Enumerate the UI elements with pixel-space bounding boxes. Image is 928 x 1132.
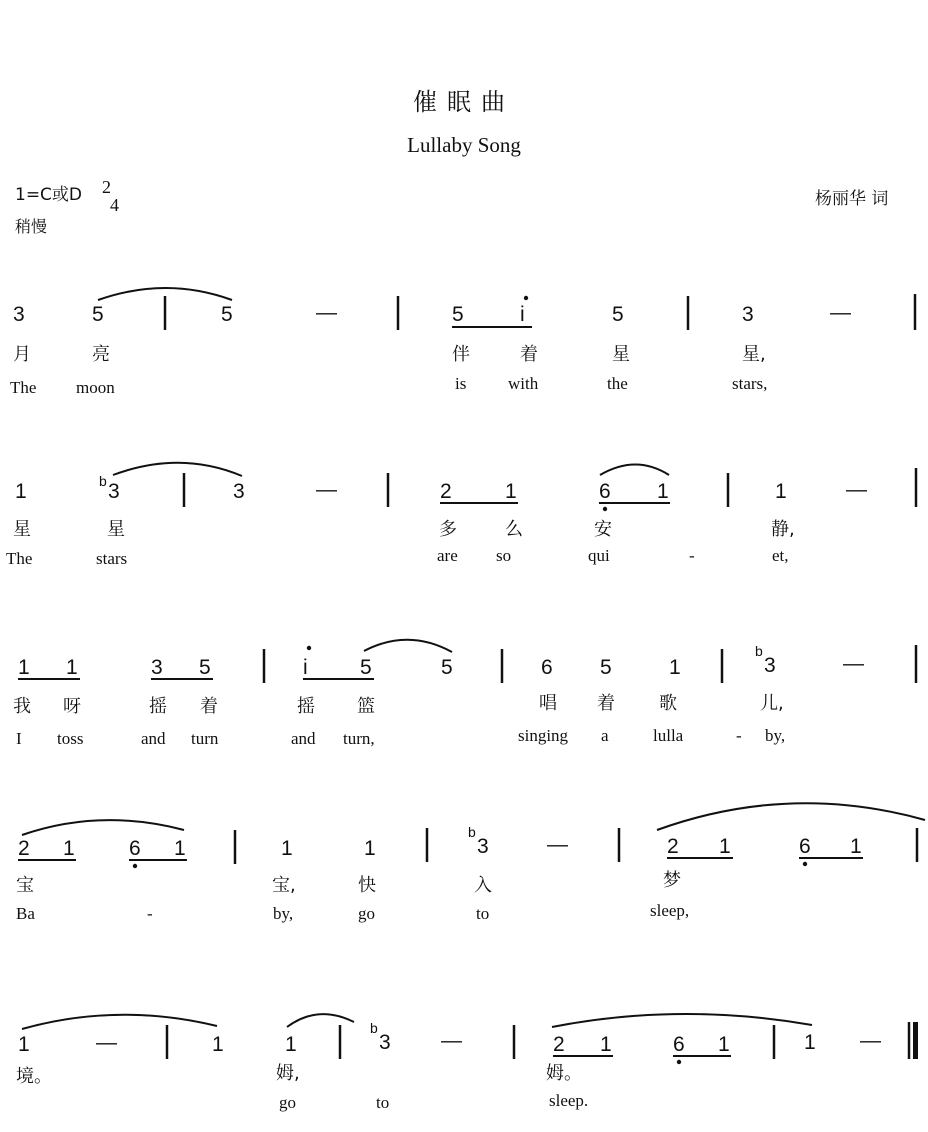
- key-signature: 1=C或D: [15, 185, 83, 205]
- note: 1: [66, 656, 78, 679]
- dash: —: [316, 301, 337, 324]
- lyric-zh: 我: [13, 696, 31, 717]
- underlines: [18, 327, 863, 1056]
- note: 5: [452, 303, 464, 326]
- lyric-en: and: [291, 729, 316, 748]
- lyric-zh: 入: [474, 875, 492, 896]
- lyric-zh: 梦: [663, 870, 681, 891]
- note: 3: [477, 835, 489, 858]
- note: 5: [360, 656, 372, 679]
- note: 1: [804, 1031, 816, 1054]
- note: 1: [174, 837, 186, 860]
- lyric-en: The: [6, 549, 33, 568]
- lyric-zh: 么: [505, 519, 523, 540]
- note: i: [520, 303, 525, 326]
- lyric-en: to: [476, 904, 490, 923]
- flat-sign: b: [468, 824, 476, 840]
- note: 1: [719, 835, 731, 858]
- note: 2: [667, 835, 679, 858]
- note: 6: [799, 835, 811, 858]
- song-subtitle: Lullaby Song: [407, 133, 521, 157]
- lyric-en: Ba: [16, 904, 35, 923]
- note: 3: [379, 1031, 391, 1054]
- lyric-zh: 着: [597, 693, 615, 714]
- lyric-zh: 多: [439, 519, 457, 540]
- dash: —: [547, 833, 568, 856]
- time-numerator: 2: [102, 177, 111, 197]
- note: 1: [63, 837, 75, 860]
- octave-dots: [133, 296, 807, 1064]
- note: 5: [600, 656, 612, 679]
- lyric-zh: 伴: [452, 344, 470, 365]
- lyric-en: by,: [765, 726, 786, 745]
- note: 1: [669, 656, 681, 679]
- low-octave-dot: [803, 862, 807, 866]
- note: 1: [18, 1033, 30, 1056]
- lyric-en: qui: [588, 546, 610, 565]
- slur: [600, 465, 669, 476]
- note: 5: [199, 656, 211, 679]
- low-octave-dot: [133, 864, 137, 868]
- note: 1: [212, 1033, 224, 1056]
- note: 1: [505, 480, 517, 503]
- note: 5: [92, 303, 104, 326]
- slur: [113, 463, 242, 476]
- slur: [287, 1014, 354, 1027]
- lyric-zh: 姆。: [546, 1063, 582, 1084]
- note: i: [303, 656, 308, 679]
- lyric-en: -: [736, 726, 742, 745]
- note: 2: [553, 1033, 565, 1056]
- lyric-zh: 星: [612, 344, 630, 365]
- dash: —: [860, 1029, 881, 1052]
- lyric-en: stars,: [732, 374, 768, 393]
- dash: —: [96, 1031, 117, 1054]
- note: 6: [541, 656, 553, 679]
- note: 3: [151, 656, 163, 679]
- time-denominator: 4: [110, 195, 119, 215]
- lyric-en: go: [279, 1093, 296, 1112]
- flat-sign: b: [370, 1020, 378, 1036]
- lyric-zh: 境。: [16, 1066, 52, 1087]
- lyric-en: The: [10, 378, 37, 397]
- lyric-en: I: [16, 729, 22, 748]
- tempo-marking: 稍慢: [15, 217, 48, 236]
- slur: [22, 820, 184, 835]
- note: 6: [129, 837, 141, 860]
- note: 1: [18, 656, 30, 679]
- lyric-zh: 着: [520, 344, 538, 365]
- lyric-en: are: [437, 546, 458, 565]
- lyric-zh: 呀: [63, 696, 81, 717]
- lyric-zh: 静,: [771, 519, 795, 540]
- note: 3: [764, 654, 776, 677]
- lyric-zh: 安: [594, 519, 612, 540]
- lyric-en: so: [496, 546, 512, 565]
- note: 3: [233, 480, 245, 503]
- note: 1: [281, 837, 293, 860]
- final-barline-thick: [913, 1022, 918, 1059]
- note: 1: [775, 480, 787, 503]
- note: 1: [600, 1033, 612, 1056]
- lyric-en: -: [689, 546, 695, 565]
- flat-sign: b: [99, 473, 107, 489]
- note: 1: [718, 1033, 730, 1056]
- lyric-en: with: [508, 374, 539, 393]
- lyric-zh: 星,: [742, 344, 766, 365]
- lyric-en: moon: [76, 378, 115, 397]
- note: 2: [440, 480, 452, 503]
- slur: [657, 803, 925, 830]
- lyric-zh: 摇: [297, 696, 315, 717]
- note: 6: [673, 1033, 685, 1056]
- note: 5: [441, 656, 453, 679]
- lyric-zh: 姆,: [276, 1063, 300, 1084]
- note: 1: [15, 480, 27, 503]
- dash: —: [846, 478, 867, 501]
- lyric-zh: 着: [200, 696, 218, 717]
- lyric-en: turn,: [343, 729, 375, 748]
- lyric-zh: 唱: [539, 693, 557, 714]
- lyric-en: stars: [96, 549, 128, 568]
- lyric-en: sleep,: [650, 901, 690, 920]
- lyric-en: singing: [518, 726, 569, 745]
- lyric-en: to: [376, 1093, 390, 1112]
- dash: —: [316, 478, 337, 501]
- low-octave-dot: [603, 507, 607, 511]
- song-title: 催眠曲: [413, 88, 515, 116]
- note: 1: [657, 480, 669, 503]
- lyric-en: by,: [273, 904, 294, 923]
- lyric-en: and: [141, 729, 166, 748]
- dash: —: [830, 301, 851, 324]
- note: 1: [850, 835, 862, 858]
- note: 2: [18, 837, 30, 860]
- note: 3: [108, 480, 120, 503]
- note: 3: [13, 303, 25, 326]
- low-octave-dot: [677, 1060, 681, 1064]
- lyricist-credit: 杨丽华 词: [815, 189, 889, 209]
- lyric-en: sleep.: [549, 1091, 589, 1110]
- dash: —: [441, 1029, 462, 1052]
- lyric-en: toss: [57, 729, 84, 748]
- dash: —: [843, 652, 864, 675]
- note: 3: [742, 303, 754, 326]
- note: 1: [364, 837, 376, 860]
- high-octave-dot: [307, 646, 311, 650]
- lyric-zh: 星: [13, 519, 31, 540]
- lyric-zh: 快: [358, 875, 376, 896]
- slur: [22, 1015, 217, 1029]
- note: 5: [612, 303, 624, 326]
- lyric-en: is: [455, 374, 467, 393]
- lyric-en: -: [147, 904, 153, 923]
- note: 1: [285, 1033, 297, 1056]
- slur: [364, 640, 452, 652]
- note: 5: [221, 303, 233, 326]
- lyric-zh: 儿,: [760, 693, 784, 714]
- lyric-zh: 亮: [92, 344, 110, 365]
- flat-sign: b: [755, 643, 763, 659]
- lyric-zh: 星: [107, 519, 125, 540]
- slur: [552, 1014, 812, 1027]
- lyric-en: a: [601, 726, 609, 745]
- high-octave-dot: [524, 296, 528, 300]
- lyric-en: the: [607, 374, 628, 393]
- lyric-zh: 歌: [659, 693, 677, 714]
- lyric-en: go: [358, 904, 375, 923]
- lyric-en: lulla: [653, 726, 684, 745]
- lyric-en: turn: [191, 729, 219, 748]
- lyric-zh: 宝: [16, 875, 34, 896]
- lyric-zh: 篮: [357, 696, 375, 717]
- note: 6: [599, 480, 611, 503]
- lyric-zh: 宝,: [272, 875, 296, 896]
- lyric-zh: 月: [13, 344, 31, 365]
- lyric-en: et,: [772, 546, 789, 565]
- lyric-zh: 摇: [149, 696, 167, 717]
- slur: [98, 288, 232, 300]
